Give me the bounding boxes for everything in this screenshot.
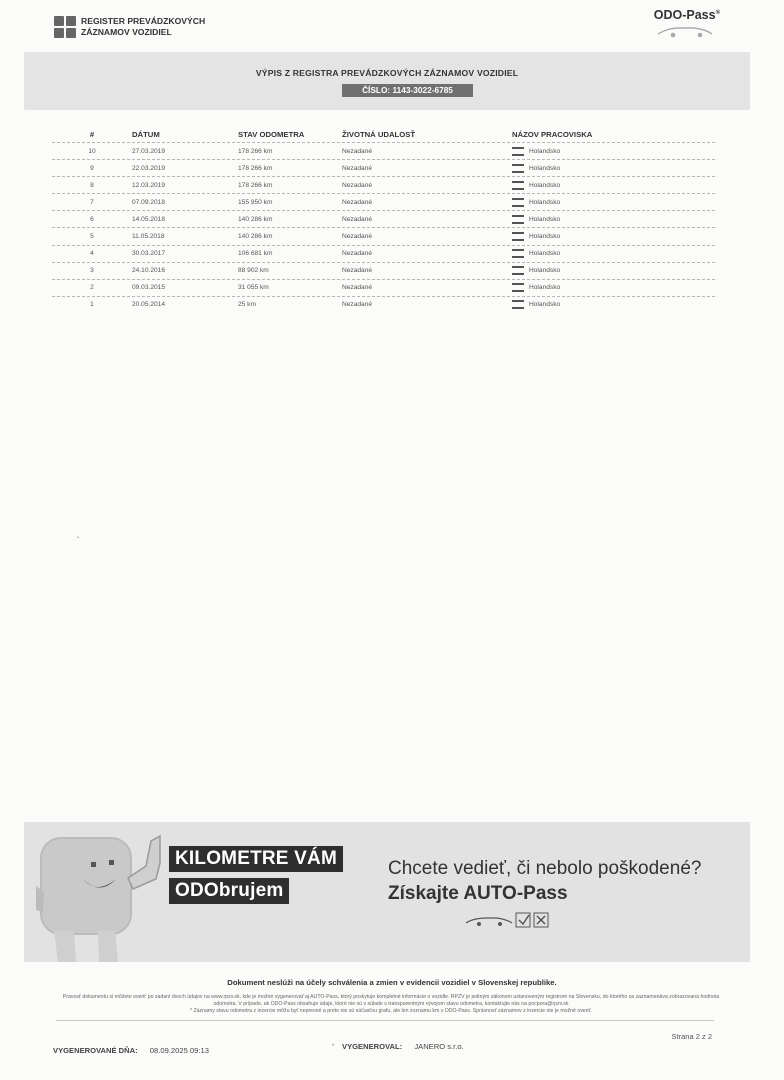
row-event: Nezadané bbox=[342, 233, 373, 241]
row-number: 8 bbox=[90, 181, 94, 189]
generated-at bbox=[53, 1046, 209, 1055]
netherlands-flag-icon bbox=[512, 232, 524, 241]
row-event: Nezadané bbox=[342, 147, 373, 155]
brand-name: ODO-Pass bbox=[653, 8, 716, 22]
row-workplace bbox=[512, 249, 715, 258]
row-event: Nezadané bbox=[342, 267, 373, 275]
footer-title: Dokument neslúži na účely schválenia a zmien v evidencii vozidiel v Slovenskej republike. bbox=[227, 978, 557, 987]
row-workplace bbox=[512, 300, 715, 309]
netherlands-flag-icon bbox=[512, 164, 524, 173]
row-odometer: 31 055 km bbox=[238, 284, 269, 292]
car-check-icons bbox=[462, 910, 557, 930]
generated-by bbox=[342, 1042, 464, 1051]
row-number: 3 bbox=[90, 267, 94, 275]
row-number: 5 bbox=[90, 233, 94, 241]
auto-pass-banner bbox=[24, 822, 750, 962]
footer-note-extra: * Záznamy stavu odometra z inzercie môžu byť nepresné a preto nie sú súčasťou grafu, ale len zoznamu km v ODO-Pass. Správnosť záznamov z inzercie nie je možné overiť. bbox=[190, 1008, 592, 1014]
row-date: 14.05.2018 bbox=[132, 215, 166, 223]
document-title-box bbox=[24, 52, 750, 110]
row-event: Nezadané bbox=[342, 181, 373, 189]
table-header bbox=[52, 126, 715, 142]
row-event: Nezadané bbox=[342, 164, 373, 172]
netherlands-flag-icon bbox=[512, 147, 524, 156]
logo-text-line2: ZÁZNAMOV VOZIDIEL bbox=[81, 27, 172, 37]
row-number: 2 bbox=[90, 284, 94, 292]
footer-divider bbox=[56, 1020, 714, 1021]
row-odometer: 140 286 km bbox=[238, 215, 273, 223]
row-event: Nezadané bbox=[342, 284, 373, 292]
table-row bbox=[52, 245, 715, 262]
row-date: 20.05.2014 bbox=[132, 301, 166, 309]
row-event: Nezadané bbox=[342, 198, 373, 206]
header-event: ŽIVOTNÁ UDALOSŤ bbox=[342, 129, 416, 139]
row-event: Nezadané bbox=[342, 215, 373, 223]
workplace-name: Holandsko bbox=[529, 284, 561, 292]
row-odometer: 178 266 km bbox=[238, 181, 273, 189]
ad-call-to-action: Získajte AUTO-Pass bbox=[388, 883, 568, 904]
workplace-name: Holandsko bbox=[529, 147, 561, 155]
row-odometer: 88 902 km bbox=[238, 267, 269, 275]
row-date: 07.09.2018 bbox=[132, 198, 166, 206]
workplace-name: Holandsko bbox=[529, 181, 561, 189]
netherlands-flag-icon bbox=[512, 266, 524, 275]
table-row bbox=[52, 210, 715, 227]
page-number: Strana 2 z 2 bbox=[671, 1032, 712, 1041]
generated-by-value: JANERO s.r.o. bbox=[414, 1042, 464, 1051]
table-row bbox=[52, 142, 715, 159]
row-workplace bbox=[512, 181, 715, 190]
netherlands-flag-icon bbox=[512, 215, 524, 224]
table-row bbox=[52, 193, 715, 210]
row-number: 6 bbox=[90, 215, 94, 223]
row-number: 7 bbox=[90, 198, 94, 206]
generated-by-label: VYGENEROVAL: bbox=[342, 1042, 403, 1051]
workplace-name: Holandsko bbox=[529, 215, 561, 223]
odo-pass-brand bbox=[650, 8, 720, 45]
register-logo bbox=[54, 16, 205, 38]
generated-value: 08.09.2025 09:13 bbox=[149, 1046, 209, 1055]
row-number: 4 bbox=[90, 250, 94, 258]
document-title: VÝPIS Z REGISTRA PREVÁDZKOVÝCH ZÁZNAMOV VOZIDIEL bbox=[255, 68, 519, 78]
netherlands-flag-icon bbox=[512, 283, 524, 292]
row-date: 11.05.2018 bbox=[132, 233, 165, 241]
ad-question: Chcete vedieť, či nebolo poškodené? bbox=[388, 858, 702, 879]
row-workplace bbox=[512, 283, 715, 292]
row-number: 9 bbox=[90, 164, 94, 172]
row-date: 30.03.2017 bbox=[132, 250, 166, 258]
row-odometer: 25 km bbox=[238, 301, 256, 309]
row-date: 27.03.2019 bbox=[132, 147, 166, 155]
row-workplace bbox=[512, 232, 715, 241]
logo-text-line1: REGISTER PREVÁDZKOVÝCH bbox=[81, 16, 206, 26]
row-odometer: 178 266 km bbox=[238, 147, 273, 155]
row-odometer: 140 286 km bbox=[238, 233, 273, 241]
row-date: 24.10.2016 bbox=[132, 267, 166, 275]
mascot-icon bbox=[34, 824, 174, 962]
row-workplace bbox=[512, 266, 715, 275]
row-odometer: 106 681 km bbox=[238, 250, 273, 258]
row-number: 10 bbox=[88, 147, 96, 155]
netherlands-flag-icon bbox=[512, 249, 524, 258]
netherlands-flag-icon bbox=[512, 181, 524, 190]
scan-mark: ‘ bbox=[75, 534, 83, 544]
row-workplace bbox=[512, 164, 715, 173]
netherlands-flag-icon bbox=[512, 300, 524, 309]
generated-label: VYGENEROVANÉ DŇA: bbox=[53, 1046, 138, 1055]
brand-mark: ® bbox=[715, 9, 720, 16]
document-number: ČÍSLO: 1143-3022-6785 bbox=[342, 84, 473, 97]
workplace-name: Holandsko bbox=[529, 250, 561, 258]
separator-marker: • bbox=[332, 1043, 335, 1049]
header-workplace: NÁZOV PRACOVISKA bbox=[512, 129, 593, 139]
row-date: 22.03.2019 bbox=[132, 164, 166, 172]
workplace-name: Holandsko bbox=[529, 301, 561, 309]
workplace-name: Holandsko bbox=[529, 198, 561, 206]
car-icon bbox=[650, 22, 720, 40]
row-event: Nezadané bbox=[342, 250, 373, 258]
row-odometer: 155 950 km bbox=[238, 198, 273, 206]
header-number: # bbox=[89, 129, 95, 139]
row-workplace bbox=[512, 147, 715, 156]
row-number: 1 bbox=[90, 301, 94, 309]
ad-headline-line2: ODObrujem bbox=[169, 878, 289, 904]
row-event: Nezadané bbox=[342, 301, 373, 309]
footer-note: Pravosť dokumentu si môžete overiť po zadaní dvoch údajov na www.rpzv.sk, kde je možné vygenerovať aj AUTO-Pass, ktorý poskytuje kompletné informácie o vozidle. RPZV je jediným zákonom ustanoveným registrom na Slovensku, do ktorého sa zaznamenáva zobrazovaná hodnota odometra. V prípade, ak ODO-Pass obsahuje údaje, ktoré nie sú v súlade s transparentným vývojom stavu odometra, kontaktujte nás na pocpora@rpzv.sk bbox=[62, 994, 720, 1007]
records-table bbox=[52, 126, 715, 313]
workplace-name: Holandsko bbox=[529, 164, 561, 172]
row-date: 09.03.2015 bbox=[132, 284, 166, 292]
row-workplace bbox=[512, 215, 715, 224]
row-date: 12.03.2019 bbox=[132, 181, 166, 189]
table-row bbox=[52, 296, 715, 313]
header-odometer: STAV ODOMETRA bbox=[238, 129, 305, 139]
table-row bbox=[52, 279, 715, 296]
register-logo-icon bbox=[54, 16, 76, 38]
row-workplace bbox=[512, 198, 715, 207]
ad-headline-line1: KILOMETRE VÁM bbox=[169, 846, 343, 872]
table-row bbox=[52, 176, 715, 193]
table-row bbox=[52, 262, 715, 279]
row-odometer: 178 266 km bbox=[238, 164, 273, 172]
netherlands-flag-icon bbox=[512, 198, 524, 207]
workplace-name: Holandsko bbox=[529, 267, 561, 275]
workplace-name: Holandsko bbox=[529, 233, 561, 241]
header-date: DÁTUM bbox=[132, 129, 160, 139]
table-row bbox=[52, 159, 715, 176]
table-row bbox=[52, 227, 715, 244]
